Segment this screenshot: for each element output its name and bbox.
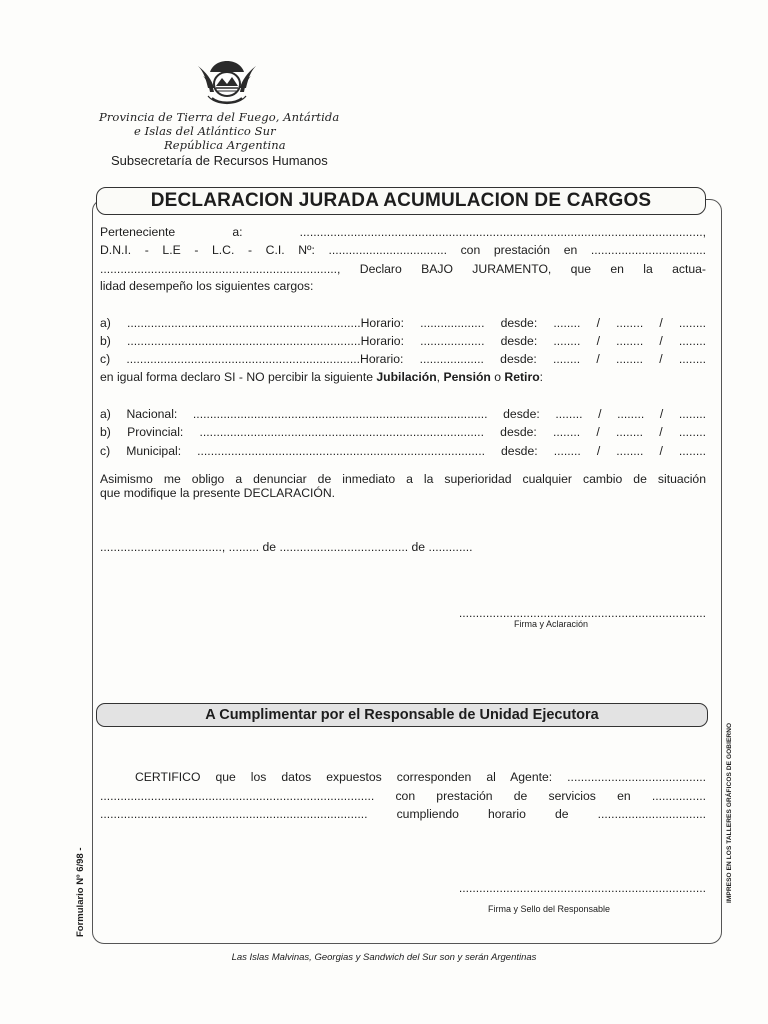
municipal-field[interactable]: c) Municipal: ..................................................................................... desde: ........ / ........ / ........ [100,444,706,458]
igual-forma-text: en igual forma declaro SI - NO percibir la siguiente [100,370,377,384]
retiro-label: Retiro [504,370,540,384]
section2-title: A Cumplimentar por el Responsable de Unidad Ejecutora [96,703,708,727]
certifico-field[interactable]: CERTIFICO que los datos expuestos corresponden al Agente: ......................................... [135,770,706,784]
firma-sello-label: Firma y Sello del Responsable [488,904,611,914]
sep2: o [490,370,505,384]
fecha-field[interactable]: ...................................., ......... de ...................................... de ............. [100,540,473,554]
form-frame [92,199,722,944]
form-number-label: Formulario Nº 6/98 - [75,847,86,937]
firma-line[interactable]: ......................................................................... [458,606,706,620]
firma-label: Firma y Aclaración [514,619,589,629]
igual-forma-line [100,369,706,385]
province-name-line3: República Argentina [164,138,286,152]
cargo-b-field[interactable]: b) .....................................................................Horario: ................... desde: ........ / ........ / ........ [100,334,706,348]
cargo-c-field[interactable]: c) .....................................................................Horario: ................... desde: ........ / ........ / ........ [100,352,706,366]
firma-sello-line[interactable]: ......................................................................... [458,881,706,895]
perteneciente-field[interactable]: Perteneciente a: ......................................................................................................................., [100,225,706,239]
declaro-line-cont: lidad desempeño los siguientes cargos: [100,279,314,293]
jubilacion-label: Jubilación [376,370,437,384]
province-name-line2: e Islas del Atlántico Sur [134,124,276,138]
form-title: DECLARACION JURADA ACUMULACION DE CARGOS [96,187,706,215]
cert-prestacion-field[interactable]: ................................................................................. con prestación de servicios en ................ [100,789,706,803]
dni-prestacion-field[interactable]: D.N.I. - L.E - L.C. - C.I. Nº: ................................... con prestación en .................................. [100,243,706,257]
nacional-field[interactable]: a) Nacional: ....................................................................................... desde: ........ / ........ / ........ [100,407,706,421]
printer-credit-label: IMPRESO EN LOS TALLERES GRÁFICOS DE GOBIERNO [726,722,733,903]
pension-label: Pensión [443,370,491,384]
cert-horario-field[interactable]: ............................................................................... cumpliendo horario de ................................ [100,807,706,821]
asimismo-text-1: Asimismo me obligo a denunciar de inmediato a la superioridad cualquier cambio de situación [100,472,706,486]
cargo-a-field[interactable]: a) .....................................................................Horario: ................... desde: ........ / ........ / ........ [100,316,706,330]
sep1: , [436,370,444,384]
footer-malvinas-text: Las Islas Malvinas, Georgias y Sandwich del Sur son y serán Argentinas [231,952,537,963]
subsecretaria-label: Subsecretaría de Recursos Humanos [111,153,328,168]
province-name-line1: Provincia de Tierra del Fuego, Antártida [99,110,340,124]
provincial-field[interactable]: b) Provincial: .................................................................................... desde: ........ / ........ / ........ [100,425,706,439]
asimismo-text-2: que modifique la presente DECLARACIÓN. [100,486,336,500]
sep3: : [539,370,544,384]
declaro-line[interactable]: ......................................................................, Declaro BAJO JURAMENTO, que en la actua- [100,262,706,276]
province-crest-logo [194,58,260,108]
